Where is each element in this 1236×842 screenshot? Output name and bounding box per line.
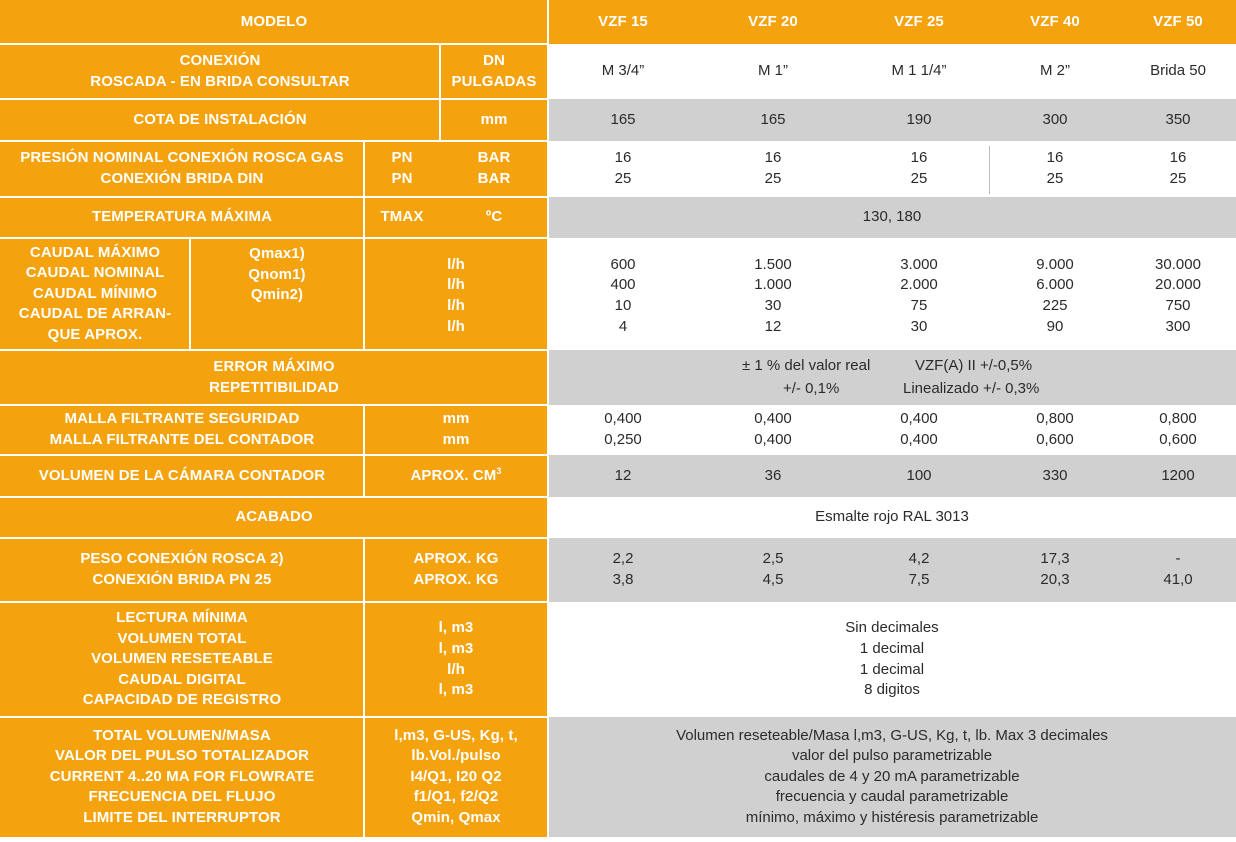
- presion-symbol: [364, 141, 440, 197]
- totalizador-value: mínimo, máximo y histéresis parametrizable: [745, 808, 1039, 826]
- caudal-value: 90: [1046, 317, 1064, 335]
- volumen-label: [0, 455, 364, 497]
- presion-unit-line1: BAR: [477, 149, 511, 167]
- temperatura-value: [548, 197, 1236, 238]
- lectura-units: [364, 602, 548, 717]
- conexion-value-4: [1120, 44, 1236, 99]
- presion-rosca-value: 16: [1169, 149, 1187, 167]
- caudal-value: 300: [1165, 317, 1191, 335]
- totalizador-value: valor del pulso parametrizable: [791, 747, 993, 765]
- malla-label-line1: MALLA FILTRANTE SEGURIDAD: [64, 410, 300, 428]
- lectura-label: VOLUMEN RESETEABLE: [91, 650, 273, 668]
- presion-divider: [989, 146, 990, 194]
- cota-label-text: COTA DE INSTALACIÓN: [133, 110, 307, 128]
- presion-brida-value: 25: [1046, 170, 1064, 187]
- malla-contador-value: 0,400: [754, 431, 792, 448]
- cota-value-1: [698, 99, 848, 141]
- caudal-value: 2.000: [900, 276, 938, 294]
- header-model-2: [848, 0, 990, 44]
- lectura-label: CAPACIDAD DE REGISTRO: [82, 691, 282, 709]
- volumen-value-0: [548, 455, 698, 497]
- temperatura-label: [0, 197, 364, 238]
- error-label: [0, 350, 548, 405]
- caudal-symbol: Qmax1): [249, 245, 305, 262]
- malla-unit: [364, 405, 548, 455]
- acabado-label: [0, 497, 548, 538]
- temperatura-symbol: [364, 197, 440, 238]
- volumen-unit: [364, 455, 548, 497]
- cota-value-3: [990, 99, 1120, 141]
- malla-contador-value: 0,600: [1036, 431, 1074, 448]
- malla-contador-value: 0,600: [1159, 431, 1197, 448]
- caudal-label: CAUDAL MÍNIMO: [32, 284, 158, 302]
- volumen-unit-superscript: 3: [496, 465, 502, 476]
- peso-brida-value: 4,5: [762, 571, 784, 588]
- malla-contador-value: 0,250: [604, 431, 642, 448]
- model-name: VZF 50: [1153, 12, 1203, 30]
- cota-value: 165: [610, 110, 636, 128]
- volumen-value: 12: [614, 466, 632, 484]
- header-model-3: [990, 0, 1120, 44]
- caudal-value: 1.000: [754, 276, 792, 294]
- lectura-unit: l, m3: [438, 619, 474, 637]
- temperatura-unit: [440, 197, 548, 238]
- caudal-column-3: [990, 238, 1120, 350]
- presion-rosca-value: 16: [1046, 149, 1064, 167]
- peso-rosca-value: -: [1175, 550, 1181, 568]
- lectura-label: VOLUMEN TOTAL: [117, 629, 247, 647]
- model-name: VZF 40: [1030, 12, 1080, 30]
- conexion-value: M 1”: [758, 62, 788, 80]
- volumen-value-1: [698, 455, 848, 497]
- volumen-value: 330: [1042, 466, 1068, 484]
- caudal-value: 75: [910, 297, 928, 314]
- lectura-value: Sin decimales: [845, 619, 939, 637]
- lectura-label: CAUDAL DIGITAL: [118, 670, 246, 688]
- peso-rosca-value: 17,3: [1040, 550, 1070, 568]
- caudal-unit: l/h: [447, 297, 465, 314]
- caudal-label: CAUDAL DE ARRAN-: [18, 305, 172, 323]
- totalizador-label: CURRENT 4..20 MA FOR FLOWRATE: [49, 767, 315, 785]
- conexion-value-2: [848, 44, 990, 99]
- cota-label: [0, 99, 440, 141]
- peso-rosca-value: 2,5: [762, 550, 784, 568]
- presion-rosca-value: 16: [910, 149, 928, 167]
- conexion-unit: [440, 44, 548, 99]
- acabado-value-text: Esmalte rojo RAL 3013: [815, 508, 969, 526]
- volumen-value: 36: [764, 466, 782, 484]
- totalizador-values: [548, 717, 1236, 837]
- conexion-value-1: [698, 44, 848, 99]
- totalizador-value: caudales de 4 y 20 mA parametrizable: [764, 767, 1020, 785]
- peso-value-3: [990, 538, 1120, 602]
- presion-unit: [440, 141, 548, 197]
- presion-label: [0, 141, 364, 197]
- totalizador-units: [364, 717, 548, 837]
- conexion-label-line2: ROSCADA - EN BRIDA CONSULTAR: [90, 72, 350, 90]
- volumen-value-2: [848, 455, 990, 497]
- caudal-label: CAUDAL MÁXIMO: [29, 243, 161, 261]
- totalizador-unit: lb.Vol./pulso: [411, 747, 501, 765]
- malla-label: [0, 405, 364, 455]
- caudal-symbol: Qmin2): [250, 286, 304, 304]
- caudal-value: 400: [610, 276, 636, 294]
- totalizador-label: TOTAL VOLUMEN/MASA: [93, 726, 271, 744]
- temperatura-unit-text: ºC: [485, 208, 503, 226]
- malla-value-0: [548, 405, 698, 455]
- peso-brida-value: 7,5: [908, 571, 930, 588]
- volumen-label-text: VOLUMEN DE LA CÁMARA CONTADOR: [38, 466, 326, 484]
- totalizador-label: LIMITE DEL INTERRUPTOR: [83, 808, 281, 826]
- caudal-unit: l/h: [447, 255, 465, 273]
- peso-brida-value: 20,3: [1040, 571, 1070, 588]
- presion-value-3: [990, 141, 1120, 197]
- cota-value-2: [848, 99, 990, 141]
- cota-value: 165: [760, 110, 786, 128]
- totalizador-value: frecuencia y caudal parametrizable: [775, 788, 1009, 806]
- header-model-0: [548, 0, 698, 44]
- malla-contador-value: 0,400: [900, 431, 938, 448]
- malla-unit-line1: mm: [442, 410, 470, 428]
- caudal-value: 1.500: [754, 255, 792, 273]
- totalizador-label: FRECUENCIA DEL FLUJO: [88, 788, 276, 806]
- malla-seguridad-value: 0,800: [1159, 410, 1197, 428]
- peso-brida-value: 3,8: [612, 571, 634, 588]
- error-label-line1: ERROR MÁXIMO: [213, 357, 335, 375]
- presion-symbol-line1: PN: [391, 149, 413, 167]
- caudal-column-4: [1120, 238, 1236, 350]
- malla-value-4: [1120, 405, 1236, 455]
- lectura-labels: [0, 602, 364, 717]
- caudal-unit: l/h: [447, 276, 465, 294]
- caudal-value: 750: [1165, 297, 1191, 314]
- presion-brida-value: 25: [1169, 170, 1187, 187]
- peso-unit-line2: APROX. KG: [413, 571, 499, 588]
- malla-unit-line2: mm: [442, 431, 470, 448]
- lectura-unit: l, m3: [438, 681, 474, 699]
- temperatura-symbol-text: TMAX: [380, 208, 424, 226]
- totalizador-value: Volumen reseteable/Masa l,m3, G-US, Kg, t, lb. Max 3 decimales: [676, 726, 1108, 744]
- error-value-b: VZF(A) II +/-0,5%: [915, 357, 1033, 374]
- volumen-unit-main: APROX. CM: [410, 466, 497, 484]
- malla-seguridad-value: 0,400: [900, 410, 938, 428]
- lectura-label: LECTURA MÍNIMA: [116, 609, 248, 627]
- malla-value-1: [698, 405, 848, 455]
- malla-label-line2: MALLA FILTRANTE DEL CONTADOR: [49, 431, 315, 448]
- presion-rosca-value: 16: [614, 149, 632, 167]
- peso-label-line2: CONEXIÓN BRIDA PN 25: [92, 571, 272, 588]
- caudal-symbols: [190, 238, 364, 350]
- acabado-label-text: ACABADO: [235, 508, 313, 526]
- conexion-value-3: [990, 44, 1120, 99]
- caudal-column-1: [698, 238, 848, 350]
- totalizador-unit: l,m3, G-US, Kg, t,: [394, 726, 518, 744]
- volumen-unit-text: [410, 466, 501, 487]
- caudal-value: 30.000: [1155, 255, 1201, 273]
- peso-brida-value: 41,0: [1163, 571, 1193, 588]
- presion-value-2: [848, 141, 990, 197]
- peso-value-4: [1120, 538, 1236, 602]
- caudal-value: 225: [1042, 297, 1068, 314]
- presion-rosca-value: 16: [764, 149, 782, 167]
- volumen-value-4: [1120, 455, 1236, 497]
- conexion-unit-line1: DN: [483, 51, 505, 69]
- peso-label-line1: PESO CONEXIÓN ROSCA 2): [80, 550, 284, 568]
- lectura-unit: l, m3: [438, 639, 474, 657]
- peso-value-2: [848, 538, 990, 602]
- cota-unit-text: mm: [480, 110, 508, 128]
- caudal-value: 12: [764, 317, 782, 335]
- presion-label-line1: PRESIÓN NOMINAL CONEXIÓN ROSCA GAS: [20, 149, 344, 167]
- cota-value-4: [1120, 99, 1236, 141]
- peso-rosca-value: 2,2: [612, 550, 634, 568]
- caudal-column-2: [848, 238, 990, 350]
- conexion-value-0: [548, 44, 698, 99]
- presion-brida-value: 25: [764, 170, 782, 187]
- error-value-d: Linealizado +/- 0,3%: [903, 380, 1040, 397]
- presion-brida-value: 25: [910, 170, 928, 187]
- volumen-value-3: [990, 455, 1120, 497]
- error-label-line2: REPETITIBILIDAD: [209, 378, 339, 396]
- acabado-value: [548, 497, 1236, 538]
- peso-value-1: [698, 538, 848, 602]
- cota-unit: [440, 99, 548, 141]
- peso-unit-line1: APROX. KG: [413, 550, 499, 568]
- caudal-value: 9.000: [1036, 255, 1074, 273]
- lectura-value: 8 digitos: [864, 681, 920, 699]
- presion-value-1: [698, 141, 848, 197]
- malla-value-2: [848, 405, 990, 455]
- volumen-value: 100: [906, 466, 932, 484]
- totalizador-unit: Qmin, Qmax: [411, 808, 501, 826]
- temperatura-value-text: 130, 180: [862, 208, 922, 226]
- caudal-label: QUE APROX.: [47, 325, 143, 343]
- caudal-units: [364, 238, 548, 350]
- totalizador-unit: I4/Q1, I20 Q2: [410, 767, 502, 785]
- conexion-value: M 1 1/4”: [891, 62, 947, 80]
- conexion-label-line1: CONEXIÓN: [179, 51, 261, 69]
- caudal-value: 600: [610, 255, 636, 273]
- peso-rosca-value: 4,2: [908, 550, 930, 568]
- presion-value-4: [1120, 141, 1236, 197]
- conexion-value: Brida 50: [1150, 62, 1206, 80]
- presion-symbol-line2: PN: [391, 170, 413, 187]
- model-name: VZF 25: [894, 12, 944, 30]
- caudal-value: 30: [764, 297, 782, 314]
- peso-label: [0, 538, 364, 602]
- error-value-a: ± 1 % del valor real: [742, 357, 871, 374]
- presion-label-line2: CONEXIÓN BRIDA DIN: [100, 170, 264, 187]
- caudal-unit: l/h: [447, 317, 465, 335]
- caudal-label: CAUDAL NOMINAL: [25, 264, 165, 282]
- lectura-value: 1 decimal: [859, 639, 925, 657]
- cota-value-0: [548, 99, 698, 141]
- totalizador-unit: f1/Q1, f2/Q2: [413, 788, 499, 806]
- totalizador-label: VALOR DEL PULSO TOTALIZADOR: [54, 747, 310, 765]
- caudal-value: 6.000: [1036, 276, 1074, 294]
- header-model-label: [0, 0, 548, 44]
- conexion-label: [0, 44, 440, 99]
- model-name: VZF 15: [598, 12, 648, 30]
- peso-unit: [364, 538, 548, 602]
- model-name: VZF 20: [748, 12, 798, 30]
- caudal-value: 30: [910, 317, 928, 335]
- presion-brida-value: 25: [614, 170, 632, 187]
- malla-seguridad-value: 0,400: [754, 410, 792, 428]
- conexion-value: M 3/4”: [601, 62, 645, 80]
- lectura-unit: l/h: [447, 660, 465, 678]
- presion-unit-line2: BAR: [477, 170, 511, 187]
- error-value-block: [548, 350, 1236, 405]
- lectura-value: 1 decimal: [859, 660, 925, 678]
- cota-value: 300: [1042, 110, 1068, 128]
- caudal-labels: [0, 238, 190, 350]
- temperatura-label-text: TEMPERATURA MÁXIMA: [91, 208, 273, 226]
- presion-value-0: [548, 141, 698, 197]
- header-model-1: [698, 0, 848, 44]
- caudal-value: 20.000: [1155, 276, 1201, 294]
- caudal-symbol: Qnom1): [248, 265, 306, 283]
- caudal-value: 4: [618, 317, 628, 335]
- volumen-value: 1200: [1161, 466, 1195, 484]
- malla-seguridad-value: 0,800: [1036, 410, 1074, 428]
- caudal-value: 3.000: [900, 255, 938, 273]
- error-value-c: +/- 0,1%: [783, 380, 840, 397]
- model-label-text: MODELO: [240, 12, 308, 30]
- cota-value: 190: [906, 110, 932, 128]
- caudal-column-0: [548, 238, 698, 350]
- conexion-value: M 2”: [1040, 62, 1070, 80]
- conexion-unit-line2: PULGADAS: [451, 72, 537, 90]
- caudal-value: 10: [614, 297, 632, 314]
- malla-seguridad-value: 0,400: [604, 410, 642, 428]
- totalizador-labels: [0, 717, 364, 837]
- lectura-values: [548, 602, 1236, 717]
- header-model-4: [1120, 0, 1236, 44]
- malla-value-3: [990, 405, 1120, 455]
- cota-value: 350: [1165, 110, 1191, 128]
- peso-value-0: [548, 538, 698, 602]
